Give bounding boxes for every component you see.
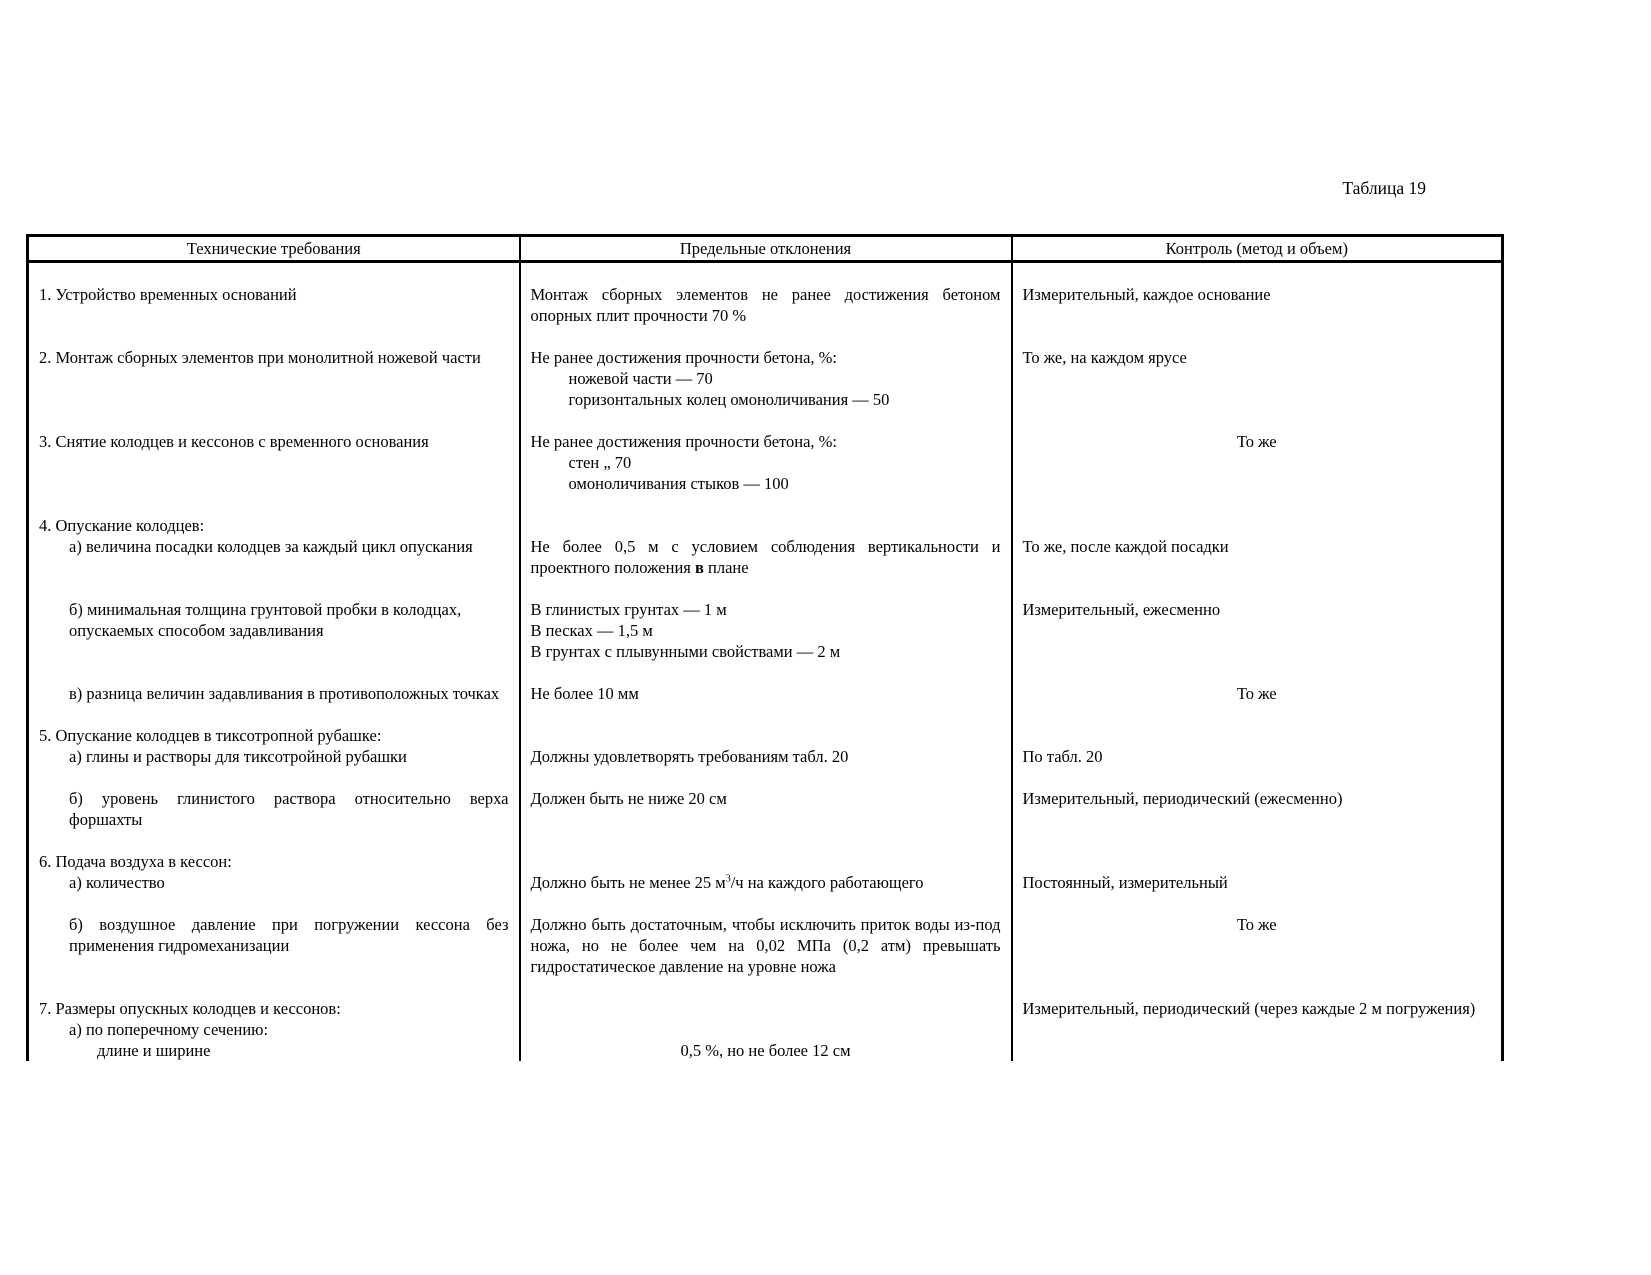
requirement-cell <box>28 998 520 1061</box>
deviation-line: ножевой части — 70 <box>568 369 713 388</box>
header-requirements: Технические требования <box>28 236 520 262</box>
requirement-cell: б) воздушное давление при погружении кессона без применения гидромеханизации <box>28 914 520 977</box>
deviation-line: В глинистых грунтах — 1 м <box>530 600 727 619</box>
table-row <box>28 746 1503 767</box>
deviation-line: омоноличивания стыков — 100 <box>568 474 789 493</box>
control-cell: По табл. 20 <box>1012 746 1503 767</box>
table-caption: Таблица 19 <box>1342 178 1426 198</box>
table-row <box>28 998 1503 1061</box>
deviation-line: В грунтах с плывунными свойствами — 2 м <box>530 642 841 661</box>
control-cell: То же, на каждом ярусе <box>1012 347 1503 410</box>
deviation-line: стен „ 70 <box>568 453 632 472</box>
deviation-cell: Не более 0,5 м с условием соблюдения вертикальности и проектного положения в плане <box>520 536 1012 578</box>
table-row <box>28 347 1503 410</box>
table-row <box>28 914 1503 977</box>
control-cell: Измерительный, каждое основание <box>1012 284 1503 326</box>
deviation-heading: Не ранее достижения прочности бетона, %: <box>530 348 837 367</box>
header-deviations: Предельные отклонения <box>520 236 1012 262</box>
table-row <box>28 515 1503 536</box>
requirement-cell: а) количество <box>28 872 520 893</box>
deviation-heading: Не ранее достижения прочности бетона, %: <box>530 432 837 451</box>
requirement-cell: б) уровень глинистого раствора относительно верха форшахты <box>28 788 520 830</box>
section-title: 6. Подача воздуха в кессон: <box>28 851 520 872</box>
deviation-line: В песках — 1,5 м <box>530 621 653 640</box>
table-row <box>28 788 1503 830</box>
control-cell: Измерительный, ежесменно <box>1012 599 1503 662</box>
deviation-cell: Должно быть не менее 25 $м^3/ч$ на каждого работающего <box>520 872 1012 893</box>
requirement-cell: 1. Устройство временных оснований <box>28 284 520 326</box>
subsection-title: а) по поперечному сечению: <box>69 1020 269 1039</box>
requirement-cell: а) глины и растворы для тиксотройной рубашки <box>28 746 520 767</box>
deviation-line: горизонтальных колец омоноличивания — 50 <box>568 390 890 409</box>
deviation-cell: Должны удовлетворять требованиям табл. 20 <box>520 746 1012 767</box>
deviation-cell <box>520 599 1012 662</box>
deviation-cell: Должен быть не ниже 20 см <box>520 788 1012 830</box>
requirement-cell: в) разница величин задавливания в противоположных точках <box>28 683 520 704</box>
requirement-cell: 2. Монтаж сборных элементов при монолитной ножевой части <box>28 347 520 410</box>
section-title: 5. Опускание колодцев в тиксотропной рубашке: <box>28 725 520 746</box>
control-cell: Измерительный, периодический (ежесменно) <box>1012 788 1503 830</box>
table-header-row <box>28 236 1503 262</box>
control-cell: То же <box>1012 683 1503 704</box>
control-cell: То же <box>1012 431 1503 494</box>
requirement-cell: а) величина посадки колодцев за каждый цикл опускания <box>28 536 520 578</box>
table-row <box>28 851 1503 872</box>
deviation-cell <box>520 998 1012 1061</box>
header-control: Контроль (метод и объем) <box>1012 236 1503 262</box>
table-row <box>28 683 1503 704</box>
section-title: 7. Размеры опускных колодцев и кессонов: <box>39 999 341 1018</box>
deviation-line: 0,5 %, но не более 12 см <box>680 1041 851 1060</box>
subsection-item: длине и ширине <box>97 1041 211 1060</box>
table-row <box>28 872 1503 893</box>
table-row <box>28 599 1503 662</box>
requirement-cell: б) минимальная толщина грунтовой пробки в колодцах, опускаемых способом задавливания <box>28 599 520 662</box>
deviation-cell: Не более 10 мм <box>520 683 1012 704</box>
table-row <box>28 431 1503 494</box>
control-cell: Измерительный, периодический (через каждые 2 м погружения) <box>1012 998 1503 1061</box>
deviation-cell <box>520 347 1012 410</box>
control-cell: То же <box>1012 914 1503 977</box>
deviation-cell <box>520 431 1012 494</box>
requirement-cell: 3. Снятие колодцев и кессонов с временного основания <box>28 431 520 494</box>
table-row <box>28 536 1503 578</box>
table-row <box>28 284 1503 326</box>
section-title: 4. Опускание колодцев: <box>28 515 520 536</box>
deviation-cell: Должно быть достаточным, чтобы исключить приток воды из-под ножа, но не более чем на 0,02 МПа (0,2 атм) превышать гидростатическое давление на уровне ножа <box>520 914 1012 977</box>
control-cell: То же, после каждой посадки <box>1012 536 1503 578</box>
control-cell: Постоянный, измерительный <box>1012 872 1503 893</box>
requirements-table <box>26 234 1501 1061</box>
table-row <box>28 725 1503 746</box>
deviation-cell: Монтаж сборных элементов не ранее достижения бетоном опорных плит прочности 70 % <box>520 284 1012 326</box>
